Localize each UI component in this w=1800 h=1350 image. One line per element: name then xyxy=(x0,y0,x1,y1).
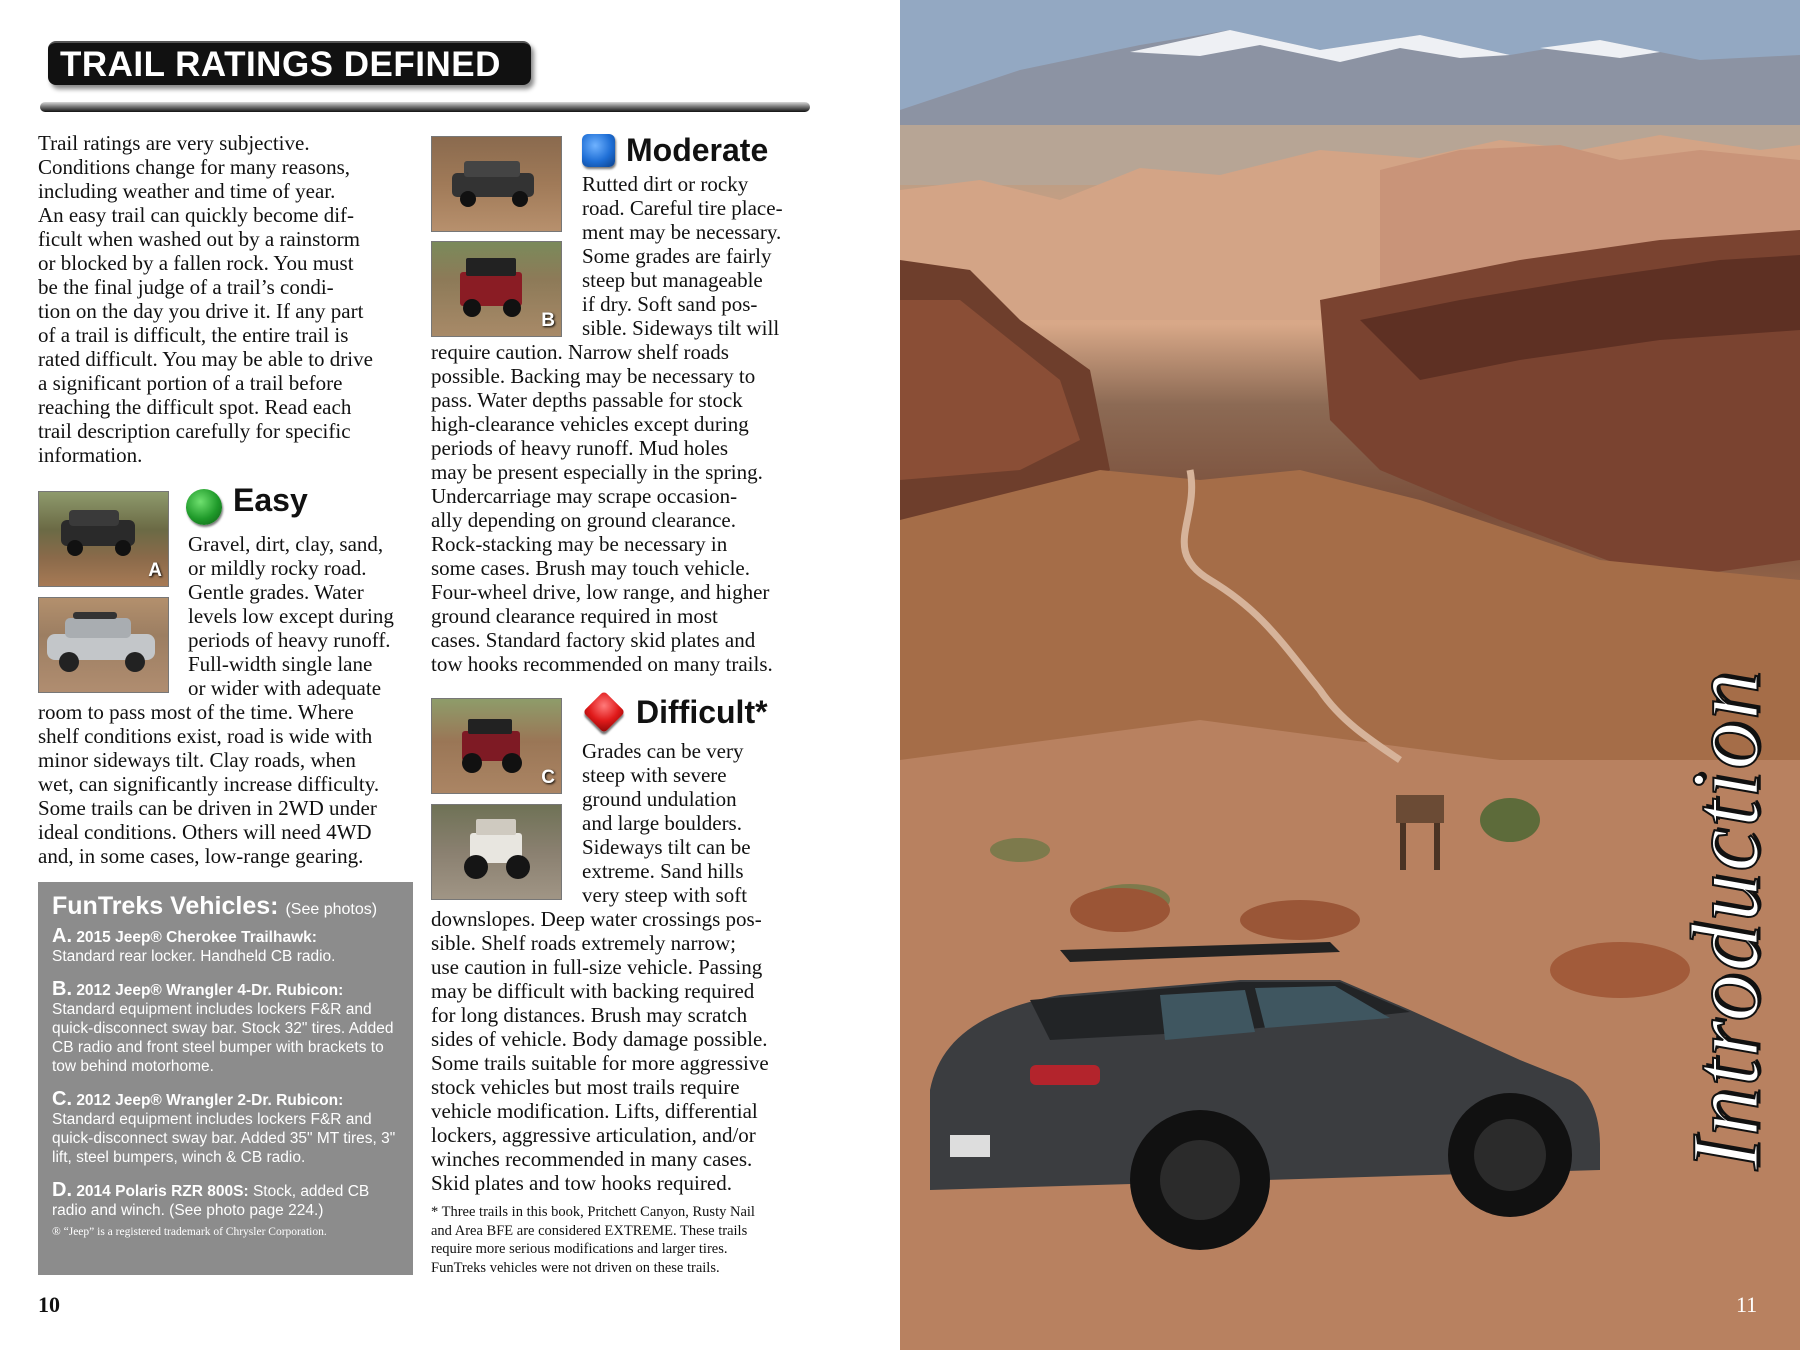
easy-line: Some trails can be driven in 2WD under xyxy=(38,796,377,820)
difficult-line: winches recommended in many cases. xyxy=(431,1147,753,1171)
vehicles-box xyxy=(38,882,413,1275)
easy-line: Gravel, dirt, clay, sand, xyxy=(188,532,384,556)
intro-line: of a trail is difficult, the entire trail is xyxy=(38,323,349,347)
vehicle-item xyxy=(52,1090,399,1167)
moderate-line: ally depending on ground clearance. xyxy=(431,508,736,532)
moderate-line: ground clearance required in most xyxy=(431,604,718,628)
difficult-heading: Difficult* xyxy=(636,694,768,730)
moderate-line: periods of heavy runoff. Mud holes xyxy=(431,436,729,460)
cherokee-suv-illustration xyxy=(910,940,1690,1300)
difficult-line: vehicle modification. Lifts, differential xyxy=(431,1099,758,1123)
difficult-line: stock vehicles but most trails require xyxy=(431,1075,740,1099)
difficult-footnote xyxy=(431,1203,821,1277)
intro-line: trail description carefully for specific xyxy=(38,419,351,443)
vehicle-letter: B. xyxy=(52,978,72,1000)
photo-letter-a: A xyxy=(148,560,162,581)
intro-line: information. xyxy=(38,443,143,467)
moderate-heading: Moderate xyxy=(626,132,769,168)
intro-line: reaching the difficult spot. Read each xyxy=(38,395,352,419)
vehicles-title-text: FunTreks Vehicles: xyxy=(52,892,279,920)
easy-text-narrow xyxy=(188,532,418,700)
vehicles-title-note: (See photos) xyxy=(285,901,378,918)
difficult-line: very steep with soft xyxy=(582,883,748,907)
vehicle-name: 2014 Polaris RZR 800S: xyxy=(76,1183,249,1200)
difficult-line: may be difficult with backing required xyxy=(431,979,755,1003)
moderate-line: sible. Sideways tilt will xyxy=(582,316,780,340)
difficult-line: steep with severe xyxy=(582,763,727,787)
easy-line: and, in some cases, low-range gearing. xyxy=(38,844,364,868)
easy-text-wide xyxy=(38,700,418,868)
vehicle-name: 2012 Jeep® Wrangler 2-Dr. Rubicon: xyxy=(76,1092,344,1109)
easy-line: periods of heavy runoff. xyxy=(188,628,391,652)
moderate-line: cases. Standard factory skid plates and xyxy=(431,628,756,652)
easy-line: or wider with adequate xyxy=(188,676,382,700)
photo-letter-c: C xyxy=(541,767,555,788)
intro-line: An easy trail can quickly become dif- xyxy=(38,203,355,227)
vehicle-item xyxy=(52,927,399,966)
vehicle-name: 2015 Jeep® Cherokee Trailhawk: xyxy=(76,929,317,946)
side-title-introduction xyxy=(1670,560,1780,1280)
difficult-line: ground undulation xyxy=(582,787,737,811)
vehicle-desc: Standard equipment includes lockers F&R and quick-disconnect sway bar. Added 35" MT tires, 3" lift, steel bumpers, winch & CB radio. xyxy=(52,1111,396,1166)
difficult-line: Some trails suitable for more aggressive xyxy=(431,1051,769,1075)
photo-d-polaris xyxy=(38,597,169,693)
title-rule xyxy=(40,102,810,112)
side-title-text: Introduction xyxy=(1671,669,1779,1171)
vehicle-desc: Standard equipment includes lockers F&R and quick-disconnect sway bar. Stock 32" tires. Added CB radio and front steel bumper with brackets to tow behind motorhome. xyxy=(52,1001,394,1075)
vehicle-name: 2012 Jeep® Wrangler 4-Dr. Rubicon: xyxy=(76,982,344,999)
vehicle-letter: C. xyxy=(52,1088,72,1110)
easy-line: levels low except during xyxy=(188,604,394,628)
difficult-line: for long distances. Brush may scratch xyxy=(431,1003,748,1027)
vehicle-desc: Standard rear locker. Handheld CB radio. xyxy=(52,948,336,965)
suv-illustration xyxy=(432,137,562,232)
moderate-line: tow hooks recommended on many trails. xyxy=(431,652,773,676)
moderate-text-narrow xyxy=(582,172,812,340)
page-number-left: 10 xyxy=(38,1292,60,1317)
intro-line: be the final judge of a trail’s condi- xyxy=(38,275,334,299)
vehicle-letter: A. xyxy=(52,925,72,947)
intro-line: a significant portion of a trail before xyxy=(38,371,343,395)
difficult-line: extreme. Sand hills xyxy=(582,859,744,883)
easy-line: room to pass most of the time. Where xyxy=(38,700,354,724)
difficult-line: downslopes. Deep water crossings pos- xyxy=(431,907,762,931)
moderate-line: may be present especially in the spring. xyxy=(431,460,763,484)
moderate-line: Rock-stacking may be necessary in xyxy=(431,532,728,556)
trademark-note: ® “Jeep” is a registered trademark of Chrysler Corporation. xyxy=(52,1226,327,1238)
photo-c-wrangler-2dr xyxy=(431,698,562,794)
intro-line: tion on the day you drive it. If any part xyxy=(38,299,364,323)
footnote-line: and Area BFE are considered EXTREME. These trails xyxy=(431,1222,748,1239)
difficult-line: use caution in full-size vehicle. Passing xyxy=(431,955,763,979)
easy-line: wet, can significantly increase difficulty. xyxy=(38,772,380,796)
easy-line: minor sideways tilt. Clay roads, when xyxy=(38,748,356,772)
easy-line: or mildly rocky road. xyxy=(188,556,367,580)
easy-heading: Easy xyxy=(233,482,308,518)
easy-line: Gentle grades. Water xyxy=(188,580,364,604)
moderate-line: steep but manageable xyxy=(582,268,763,292)
silver-suv-illustration xyxy=(39,598,169,693)
intro-line: rated difficult. You may be able to drive xyxy=(38,347,373,371)
photo-a-cherokee xyxy=(38,491,169,587)
intro-line: ficult when washed out by a rainstorm xyxy=(38,227,360,251)
vehicle-item xyxy=(52,980,399,1076)
moderate-line: ment may be necessary. xyxy=(582,220,782,244)
easy-line: ideal conditions. Others will need 4WD xyxy=(38,820,372,844)
moderate-line: road. Careful tire place- xyxy=(582,196,783,220)
moderate-line: Undercarriage may scrape occasion- xyxy=(431,484,738,508)
difficult-line: sible. Shelf roads extremely narrow; xyxy=(431,931,736,955)
moderate-line: if dry. Soft sand pos- xyxy=(582,292,758,316)
difficult-line: lockers, aggressive articulation, and/or xyxy=(431,1123,756,1147)
page-number-right: 11 xyxy=(1736,1292,1758,1317)
intro-line: Trail ratings are very subjective. xyxy=(38,131,310,155)
intro-line: including weather and time of year. xyxy=(38,179,336,203)
difficult-line: Sideways tilt can be xyxy=(582,835,751,859)
right-page-photo xyxy=(900,0,1800,1350)
difficult-line: Skid plates and tow hooks required. xyxy=(431,1171,732,1195)
difficult-line: and large boulders. xyxy=(582,811,742,835)
difficult-rating-icon xyxy=(583,691,625,733)
footnote-line: * Three trails in this book, Pritchett Canyon, Rusty Nail xyxy=(431,1204,755,1220)
difficult-text-wide xyxy=(431,907,821,1195)
difficult-line: Grades can be very xyxy=(582,739,744,763)
moderate-text-wide xyxy=(431,340,821,676)
moderate-line: Rutted dirt or rocky xyxy=(582,172,749,196)
photo-4runner xyxy=(431,136,562,232)
photo-b-wrangler-4dr xyxy=(431,241,562,337)
intro-line: Conditions change for many reasons, xyxy=(38,155,351,179)
intro-line: or blocked by a fallen rock. You must xyxy=(38,251,354,275)
intro-paragraph xyxy=(38,131,418,467)
footnote-line: FunTreks vehicles were not driven on these trails. xyxy=(431,1259,720,1276)
moderate-line: possible. Backing may be necessary to xyxy=(431,364,756,388)
photo-white-jeep xyxy=(431,804,562,900)
moderate-line: pass. Water depths passable for stock xyxy=(431,388,743,412)
section-title-bar xyxy=(48,41,531,85)
difficult-text-narrow xyxy=(582,739,812,907)
footnote-line: require more serious modifications and larger tires. xyxy=(431,1241,728,1257)
difficult-line: sides of vehicle. Body damage possible. xyxy=(431,1027,768,1051)
white-jeep-illustration xyxy=(432,805,562,900)
moderate-line: Some grades are fairly xyxy=(582,244,772,268)
easy-line: shelf conditions exist, road is wide with xyxy=(38,724,373,748)
vehicle-item xyxy=(52,1181,399,1220)
vehicle-desc: Stock, added CB radio and winch. (See photo page 224.) xyxy=(52,1183,370,1219)
moderate-line: some cases. Brush may touch vehicle. xyxy=(431,556,750,580)
moderate-line: high-clearance vehicles except during xyxy=(431,412,749,436)
moderate-rating-icon xyxy=(582,134,615,167)
section-title: TRAIL RATINGS DEFINED xyxy=(60,45,501,84)
vehicles-box-title xyxy=(52,892,399,921)
easy-line: Full-width single lane xyxy=(188,652,373,676)
moderate-line: require caution. Narrow shelf roads xyxy=(431,340,729,364)
easy-rating-icon xyxy=(186,489,222,525)
moderate-line: Four-wheel drive, low range, and higher xyxy=(431,580,770,604)
vehicle-letter: D. xyxy=(52,1179,72,1201)
photo-letter-b: B xyxy=(541,310,555,331)
